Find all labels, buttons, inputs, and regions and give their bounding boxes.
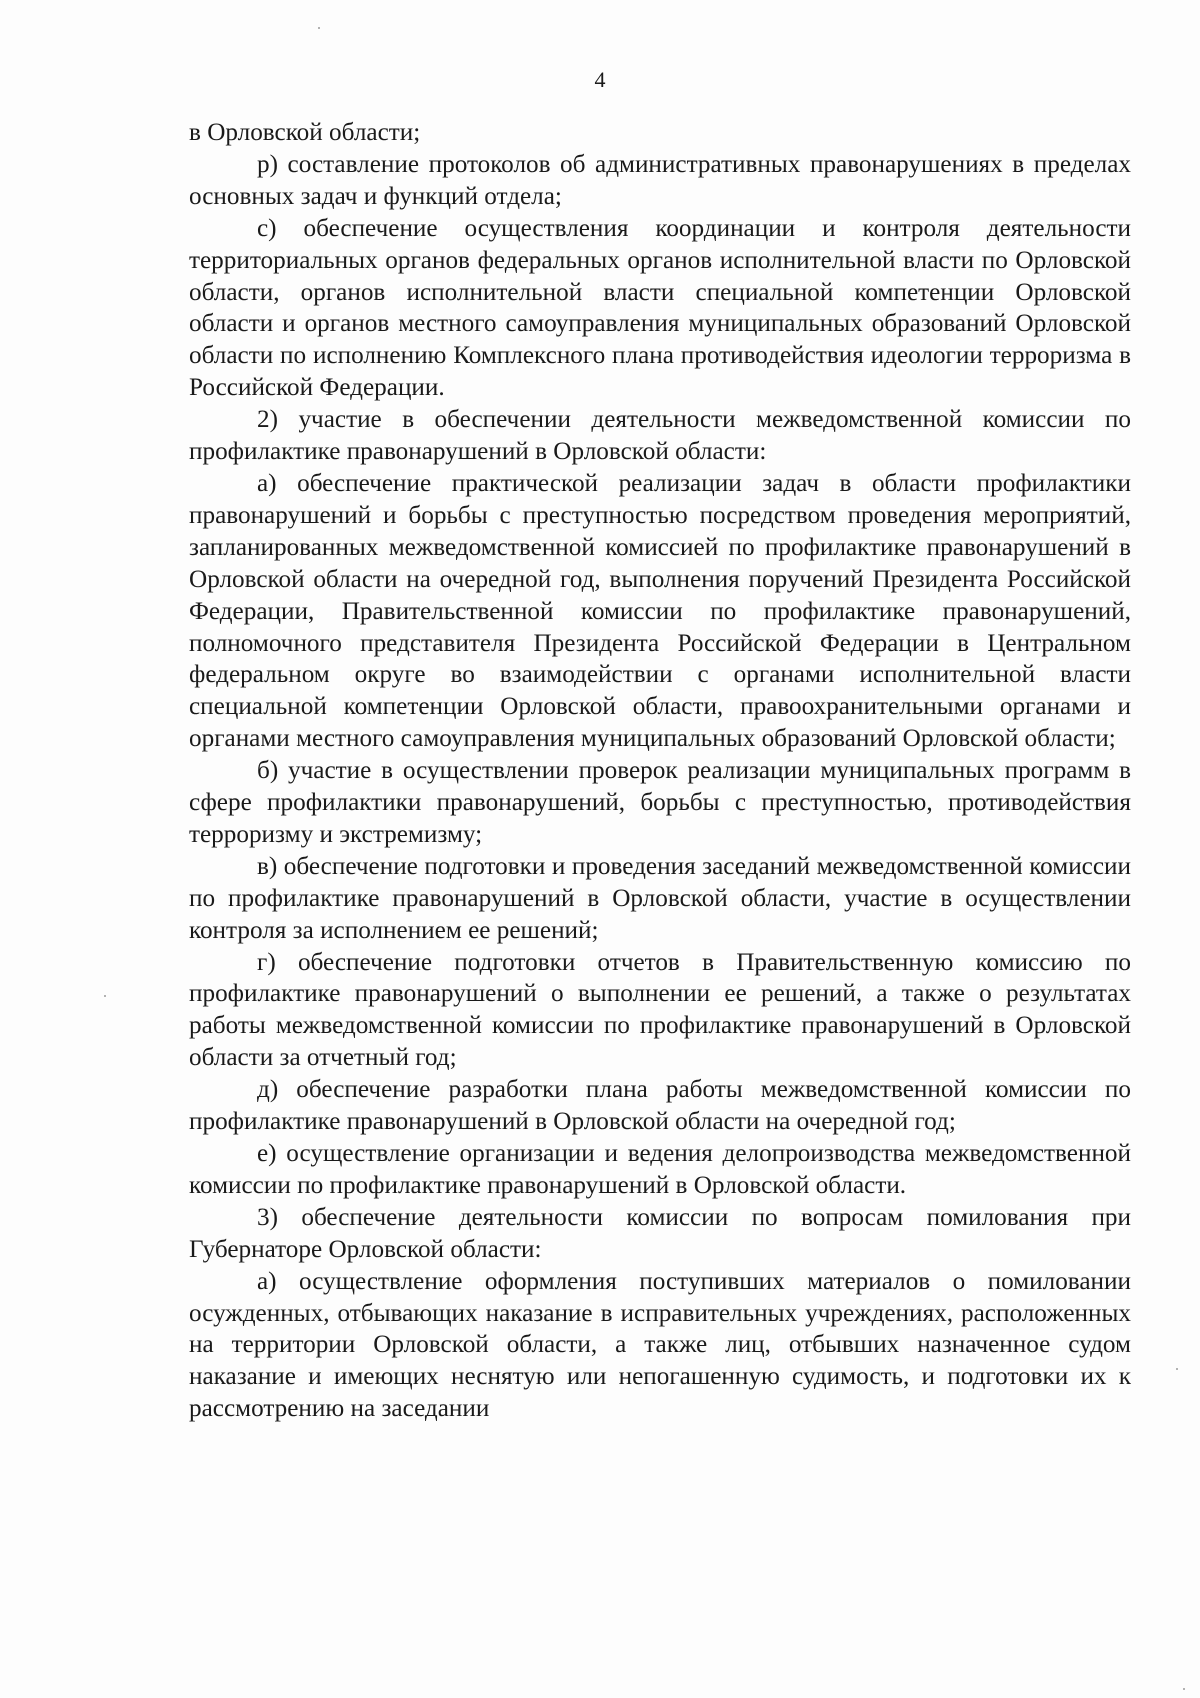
scan-speck — [104, 995, 106, 997]
paragraph-item-d: д) обеспечение разработки плана работы межведомственной комиссии по профилактике правонарушений в Орловской области на очередной год; — [189, 1076, 1131, 1136]
paragraph-section-3: 3) обеспечение деятельности комиссии по вопросам помилования при Губернаторе Орловской области: — [189, 1203, 1131, 1263]
scan-speck — [318, 27, 320, 29]
paragraph-item-r: р) составление протоколов об административных правонарушениях в пределах основных задач и функций отдела; — [189, 150, 1131, 210]
paragraph-item-e: е) осуществление организации и ведения делопроизводства межведомственной комиссии по профилактике правонарушений в Орловской области. — [189, 1140, 1131, 1199]
paragraph-item-a-pardon: а) осуществление оформления поступивших материалов о помиловании осужденных, отбывающих наказание в исправительных учреждениях, расположенных на территории Орловской области, а также лиц, отбывших назначенное судом наказание и имеющих неснятую или непогашенную судимость, и подготовки их к рассмотрению на заседании — [189, 1267, 1131, 1423]
paragraph-section-2: 2) участие в обеспечении деятельности межведомственной комиссии по профилактике правонарушений в Орловской области: — [189, 406, 1131, 466]
paragraph-item-s: с) обеспечение осуществления координации и контроля деятельности территориальных органов федеральных органов исполнительной власти по Орловской области, органов исполнительной власти специальной компетенции Орловской области и органов местного самоуправления муниципальных образований Орловской области по исполнению Комплексного плана противодействия идеологии терроризма в Российской Федерации. — [189, 214, 1131, 402]
paragraph-item-a: а) обеспечение практической реализации задач в области профилактики правонарушений и борьбы с преступностью посредством проведения мероприятий, запланированных межведомственной комиссией по профилактике правонарушений в Орловской области на очередной год, выполнения поручений Президента Российской Федерации, Правительственной комиссии по профилактике правонарушений, полномочного представителя Президента Российской Федерации в Центральном федеральном округе во взаимодействии с органами исполнительной власти специальной компетенции Орловской области, правоохранительными органами и органами местного самоуправления муниципальных образований Орловской области; — [189, 469, 1131, 753]
document-body — [189, 117, 1131, 1425]
page-number: 4 — [594, 67, 606, 92]
paragraph-continuation: в Орловской области; — [189, 119, 421, 146]
paragraph-item-g: г) обеспечение подготовки отчетов в Правительственную комиссию по профилактике правонарушений о выполнении ее решений, а также о результатах работы межведомственной комиссии по профилактике правонарушений в Орловской области за отчетный год; — [189, 948, 1131, 1072]
paragraph-item-b: б) участие в осуществлении проверок реализации муниципальных программ в сфере профилактики правонарушений, борьбы с преступностью, противодействия терроризму и экстремизму; — [189, 757, 1131, 848]
paragraph-item-v: в) обеспечение подготовки и проведения заседаний межведомственной комиссии по профилактике правонарушений в Орловской области, участие в осуществлении контроля за исполнением ее решений; — [189, 852, 1131, 944]
scan-speck — [1183, 1688, 1185, 1690]
scan-speck — [1176, 1368, 1178, 1370]
